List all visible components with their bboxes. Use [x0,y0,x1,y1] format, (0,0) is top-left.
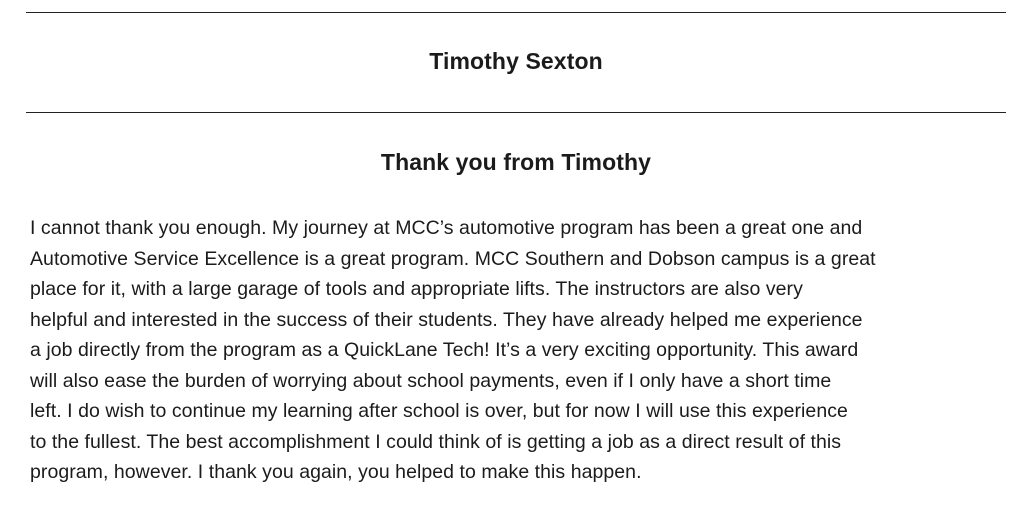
body-line: helpful and interested in the success of their students. They have already helped me experience [30,308,863,331]
letter-heading: Thank you from Timothy [380,149,652,175]
body-line: place for it, with a large garage of tools and appropriate lifts. The instructors are also very [30,278,803,300]
body-line: Automotive Service Excellence is a great program. MCC Southern and Dobson campus is a great [30,247,876,270]
body-line: will also ease the burden of worrying about school payments, even if I only have a short time [30,369,832,392]
recipient-name: Timothy Sexton [429,48,603,74]
section-divider [26,112,1006,113]
body-line: a job directly from the program as a QuickLane Tech! It’s a very exciting opportunity. This award [30,339,859,361]
letter-body [30,213,1020,488]
body-line: program, however. I thank you again, you helped to make this happen. [30,461,642,483]
body-line: to the fullest. The best accomplishment I could think of is getting a job as a direct result of this [30,430,842,453]
top-divider [26,12,1006,13]
body-line: left. I do wish to continue my learning after school is over, but for now I will use this experience [30,400,848,422]
body-line: I cannot thank you enough. My journey at MCC’s automotive program has been a great one and [30,217,863,239]
